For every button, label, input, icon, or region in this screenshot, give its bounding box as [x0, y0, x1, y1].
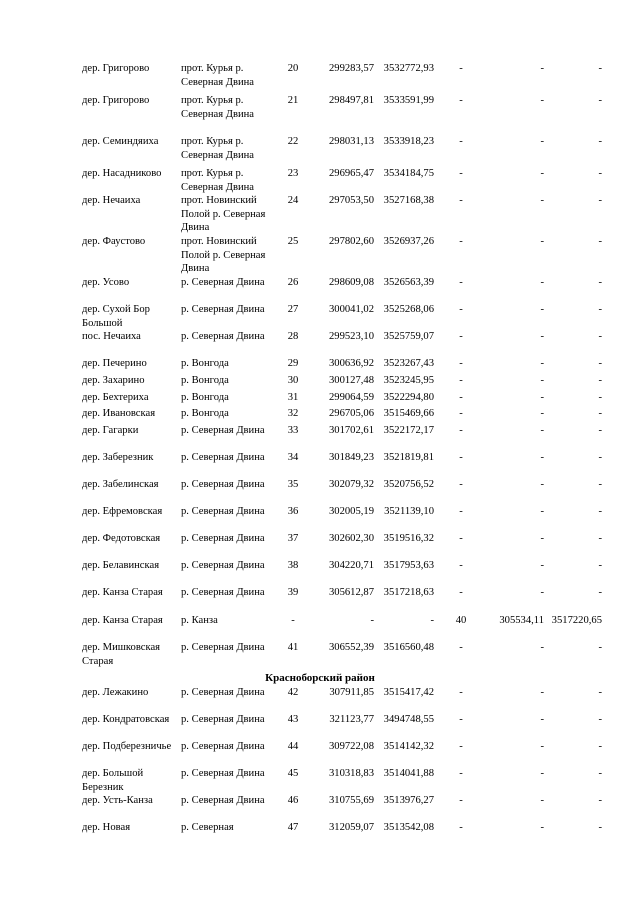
- coord-x-alt: -: [540, 358, 544, 369]
- coord-x: -: [370, 615, 374, 626]
- point-number: 20: [287, 63, 299, 74]
- point-number: 44: [287, 741, 299, 752]
- coord-x: 321123,77: [329, 714, 374, 725]
- coord-x: 302602,30: [328, 533, 374, 544]
- water-body: р. Северная Двина: [181, 533, 265, 544]
- water-body: р. Северная Двина: [181, 452, 265, 463]
- coord-y: 3520756,52: [383, 479, 434, 490]
- coord-x: 306552,39: [328, 642, 374, 653]
- coord-y: 3525268,06: [383, 304, 434, 315]
- coord-y-alt: -: [598, 331, 602, 342]
- coord-y: 3494748,55: [383, 714, 434, 725]
- water-body: р. Северная: [181, 822, 234, 833]
- point-number: 39: [287, 587, 299, 598]
- coord-x: 298497,81: [328, 95, 374, 106]
- point-number: 32: [287, 408, 299, 419]
- coord-y-alt: -: [598, 560, 602, 571]
- settlement-name: дер. Белавинская: [82, 560, 160, 571]
- settlement-name: дер. Мишковская Старая: [82, 642, 161, 667]
- water-body: р. Северная Двина: [181, 304, 265, 315]
- coord-y-alt: -: [598, 479, 602, 490]
- settlement-name: дер. Ефремовская: [82, 506, 163, 517]
- settlement-name: дер. Лежакино: [82, 687, 149, 698]
- water-body: р. Северная Двина: [181, 277, 265, 288]
- coord-y-alt: -: [598, 236, 602, 247]
- coord-y: 3527168,38: [383, 195, 434, 206]
- point-number: 42: [287, 687, 299, 698]
- settlement-name: дер. Бехтериха: [82, 392, 149, 403]
- coord-x-alt: -: [540, 506, 544, 517]
- coord-x-alt: -: [540, 408, 544, 419]
- point-number-alt: -: [459, 714, 463, 725]
- coord-y-alt: -: [598, 768, 602, 779]
- coord-x: 301849,23: [328, 452, 374, 463]
- settlement-name: дер. Ивановская: [82, 408, 156, 419]
- point-number: 21: [287, 95, 299, 106]
- coord-y-alt: -: [598, 506, 602, 517]
- water-body: прот. Курья р. Северная Двина: [181, 63, 254, 88]
- coord-y-alt: -: [598, 822, 602, 833]
- water-body: р. Вонгода: [181, 358, 229, 369]
- coord-y: 3533918,23: [383, 136, 434, 147]
- point-number: 25: [287, 236, 299, 247]
- point-number: 45: [287, 768, 299, 779]
- coord-y-alt: -: [598, 195, 602, 206]
- coord-x: 307911,85: [329, 687, 374, 698]
- coord-y-alt: -: [598, 408, 602, 419]
- settlement-name: дер. Новая: [82, 822, 131, 833]
- point-number-alt: -: [459, 331, 463, 342]
- settlement-name: дер. Григорово: [82, 63, 150, 74]
- water-body: прот. Курья р. Северная Двина: [181, 136, 254, 161]
- coord-y: 3516560,48: [383, 642, 434, 653]
- coord-x-alt: -: [540, 331, 544, 342]
- coord-x: 309722,08: [328, 741, 374, 752]
- coord-x-alt: -: [540, 741, 544, 752]
- coord-x-alt: -: [540, 136, 544, 147]
- point-number: 35: [287, 479, 299, 490]
- settlement-name: дер. Заберезник: [82, 452, 154, 463]
- settlement-name: дер. Федотовская: [82, 533, 161, 544]
- point-number-alt: -: [459, 560, 463, 571]
- settlement-name: дер. Усово: [82, 277, 130, 288]
- coord-x-alt: -: [540, 642, 544, 653]
- point-number-alt: -: [459, 795, 463, 806]
- point-number-alt: -: [459, 277, 463, 288]
- point-number-alt: -: [459, 822, 463, 833]
- point-number-alt: 40: [455, 615, 467, 626]
- water-body: р. Северная Двина: [181, 506, 265, 517]
- point-number-alt: -: [459, 768, 463, 779]
- coord-y: 3514142,32: [383, 741, 434, 752]
- settlement-name: пос. Нечаиха: [82, 331, 141, 342]
- coord-y-alt: -: [598, 375, 602, 386]
- settlement-name: дер. Насадниково: [82, 168, 162, 179]
- point-number-alt: -: [459, 741, 463, 752]
- point-number: 38: [287, 560, 299, 571]
- coord-y-alt: -: [598, 587, 602, 598]
- point-number-alt: -: [459, 236, 463, 247]
- coord-y-alt: -: [598, 642, 602, 653]
- coord-x: 300041,02: [328, 304, 374, 315]
- water-body: р. Северная Двина: [181, 587, 265, 598]
- coord-y: 3522294,80: [383, 392, 434, 403]
- coord-y-alt: -: [598, 136, 602, 147]
- coord-y-alt: -: [598, 168, 602, 179]
- settlement-name: дер. Усть-Канза: [82, 795, 153, 806]
- coord-x-alt: -: [540, 168, 544, 179]
- settlement-name: дер. Канза Старая: [82, 615, 163, 626]
- settlement-name: дер. Печерино: [82, 358, 147, 369]
- coord-y-alt: -: [598, 95, 602, 106]
- settlement-name: дер. Сухой Бор Большой: [82, 304, 150, 329]
- coord-x-alt: -: [540, 375, 544, 386]
- coord-y: 3513542,08: [383, 822, 434, 833]
- point-number-alt: -: [459, 136, 463, 147]
- coord-y-alt: -: [598, 63, 602, 74]
- coord-y: -: [430, 615, 434, 626]
- coord-x: 297802,60: [328, 236, 374, 247]
- point-number-alt: -: [459, 375, 463, 386]
- coord-x-alt: -: [540, 63, 544, 74]
- coord-y: 3519516,32: [383, 533, 434, 544]
- water-body: р. Северная Двина: [181, 687, 265, 698]
- coord-x: 300636,92: [328, 358, 374, 369]
- coord-y-alt: 3517220,65: [551, 615, 602, 626]
- coord-y: 3521139,10: [384, 506, 434, 517]
- point-number-alt: -: [459, 506, 463, 517]
- coord-x-alt: -: [540, 277, 544, 288]
- point-number: 23: [287, 168, 299, 179]
- coord-y-alt: -: [598, 452, 602, 463]
- coord-y: 3526937,26: [383, 236, 434, 247]
- coord-x-alt: 305534,11: [499, 615, 544, 626]
- coord-y-alt: -: [598, 304, 602, 315]
- point-number: 34: [287, 452, 299, 463]
- point-number-alt: -: [459, 533, 463, 544]
- settlement-name: дер. Семиндяиха: [82, 136, 159, 147]
- coord-y: 3517218,63: [383, 587, 434, 598]
- coord-x-alt: -: [540, 714, 544, 725]
- water-body: прот. Курья р. Северная Двина: [181, 95, 254, 120]
- water-body: р. Северная Двина: [181, 768, 265, 779]
- point-number: 27: [287, 304, 299, 315]
- point-number: 29: [287, 358, 299, 369]
- water-body: р. Северная Двина: [181, 331, 265, 342]
- water-body: р. Северная Двина: [181, 479, 265, 490]
- point-number-alt: -: [459, 479, 463, 490]
- coord-x: 312059,07: [328, 822, 374, 833]
- settlement-name: дер. Большой Березник: [82, 768, 144, 793]
- coord-x-alt: -: [540, 304, 544, 315]
- point-number-alt: -: [459, 425, 463, 436]
- coord-x: 301702,61: [328, 425, 374, 436]
- coord-x-alt: -: [540, 425, 544, 436]
- water-body: прот. Новинский Полой р. Северная Двина: [181, 195, 266, 233]
- coord-x: 299064,59: [328, 392, 374, 403]
- coord-y-alt: -: [598, 795, 602, 806]
- coord-y: 3521819,81: [383, 452, 434, 463]
- coord-x: 298031,13: [328, 136, 374, 147]
- coord-x-alt: -: [540, 392, 544, 403]
- point-number-alt: -: [459, 304, 463, 315]
- coord-y: 3526563,39: [383, 277, 434, 288]
- settlement-name: дер. Подберезничье: [82, 741, 172, 752]
- coord-y-alt: -: [598, 741, 602, 752]
- water-body: р. Вонгода: [181, 408, 229, 419]
- coord-y: 3533591,99: [383, 95, 434, 106]
- coord-x: 302005,19: [328, 506, 374, 517]
- coord-x: 305612,87: [328, 587, 374, 598]
- point-number: 37: [287, 533, 299, 544]
- section-heading: Красноборский район: [265, 672, 375, 684]
- coord-x: 296705,06: [328, 408, 374, 419]
- water-body: р. Северная Двина: [181, 795, 265, 806]
- coord-x: 299283,57: [328, 63, 374, 74]
- coord-x-alt: -: [540, 587, 544, 598]
- point-number: 33: [287, 425, 299, 436]
- point-number: 36: [287, 506, 299, 517]
- settlement-name: дер. Забелинская: [82, 479, 159, 490]
- point-number: 26: [287, 277, 299, 288]
- water-body: р. Северная Двина: [181, 714, 265, 725]
- coord-x: 300127,48: [328, 375, 374, 386]
- water-body: р. Северная Двина: [181, 741, 265, 752]
- water-body: прот. Курья р. Северная Двина: [181, 168, 254, 193]
- point-number: 46: [287, 795, 299, 806]
- coord-y-alt: -: [598, 687, 602, 698]
- coord-y: 3522172,17: [383, 425, 434, 436]
- settlement-name: дер. Канза Старая: [82, 587, 163, 598]
- coord-y: 3514041,88: [383, 768, 434, 779]
- coord-y: 3523245,95: [383, 375, 434, 386]
- point-number-alt: -: [459, 392, 463, 403]
- coord-x: 297053,50: [328, 195, 374, 206]
- coord-y-alt: -: [598, 277, 602, 288]
- water-body: р. Вонгода: [181, 375, 229, 386]
- settlement-name: дер. Фаустово: [82, 236, 146, 247]
- coord-x: 296965,47: [328, 168, 374, 179]
- point-number-alt: -: [459, 587, 463, 598]
- water-body: р. Северная Двина: [181, 560, 265, 571]
- coord-y: 3515417,42: [383, 687, 434, 698]
- point-number-alt: -: [459, 63, 463, 74]
- coord-x-alt: -: [540, 452, 544, 463]
- point-number-alt: -: [459, 358, 463, 369]
- point-number-alt: -: [459, 95, 463, 106]
- point-number: 41: [287, 642, 299, 653]
- point-number-alt: -: [459, 687, 463, 698]
- settlement-name: дер. Гагарки: [82, 425, 139, 436]
- coord-y: 3515469,66: [383, 408, 434, 419]
- coord-y: 3525759,07: [383, 331, 434, 342]
- point-number: 47: [287, 822, 299, 833]
- point-number-alt: -: [459, 642, 463, 653]
- coord-y-alt: -: [598, 714, 602, 725]
- water-body: р. Канза: [181, 615, 218, 626]
- coord-x-alt: -: [540, 95, 544, 106]
- coord-x-alt: -: [540, 768, 544, 779]
- coord-x-alt: -: [540, 479, 544, 490]
- coord-x-alt: -: [540, 822, 544, 833]
- settlement-name: дер. Кондратовская: [82, 714, 170, 725]
- coord-x-alt: -: [540, 195, 544, 206]
- coord-y-alt: -: [598, 392, 602, 403]
- coord-x-alt: -: [540, 687, 544, 698]
- coord-x: 302079,32: [328, 479, 374, 490]
- coord-x: 310318,83: [328, 768, 374, 779]
- point-number-alt: -: [459, 195, 463, 206]
- coord-y: 3517953,63: [383, 560, 434, 571]
- coord-x-alt: -: [540, 560, 544, 571]
- settlement-name: дер. Захарино: [82, 375, 145, 386]
- point-number: 22: [287, 136, 299, 147]
- water-body: р. Северная Двина: [181, 425, 265, 436]
- coord-y: 3532772,93: [383, 63, 434, 74]
- point-number-alt: -: [459, 408, 463, 419]
- point-number: 28: [287, 331, 299, 342]
- water-body: прот. Новинский Полой р. Северная Двина: [181, 236, 266, 274]
- settlement-name: дер. Григорово: [82, 95, 150, 106]
- water-body: р. Вонгода: [181, 392, 229, 403]
- coord-y-alt: -: [598, 425, 602, 436]
- settlement-name: дер. Нечаиха: [82, 195, 141, 206]
- point-number: 31: [287, 392, 299, 403]
- coord-x: 298609,08: [328, 277, 374, 288]
- coord-y: 3513976,27: [383, 795, 434, 806]
- point-number: 30: [287, 375, 299, 386]
- point-number-alt: -: [459, 452, 463, 463]
- coord-x: 304220,71: [328, 560, 374, 571]
- point-number-alt: -: [459, 168, 463, 179]
- coord-x: 310755,69: [328, 795, 374, 806]
- point-number: 24: [287, 195, 299, 206]
- point-number: 43: [287, 714, 299, 725]
- coord-y: 3523267,43: [383, 358, 434, 369]
- coord-x-alt: -: [540, 795, 544, 806]
- coord-y-alt: -: [598, 358, 602, 369]
- coord-x-alt: -: [540, 533, 544, 544]
- point-number: -: [291, 615, 295, 626]
- coord-x: 299523,10: [328, 331, 374, 342]
- coord-y-alt: -: [598, 533, 602, 544]
- coord-y: 3534184,75: [383, 168, 434, 179]
- coord-x-alt: -: [540, 236, 544, 247]
- water-body: р. Северная Двина: [181, 642, 265, 653]
